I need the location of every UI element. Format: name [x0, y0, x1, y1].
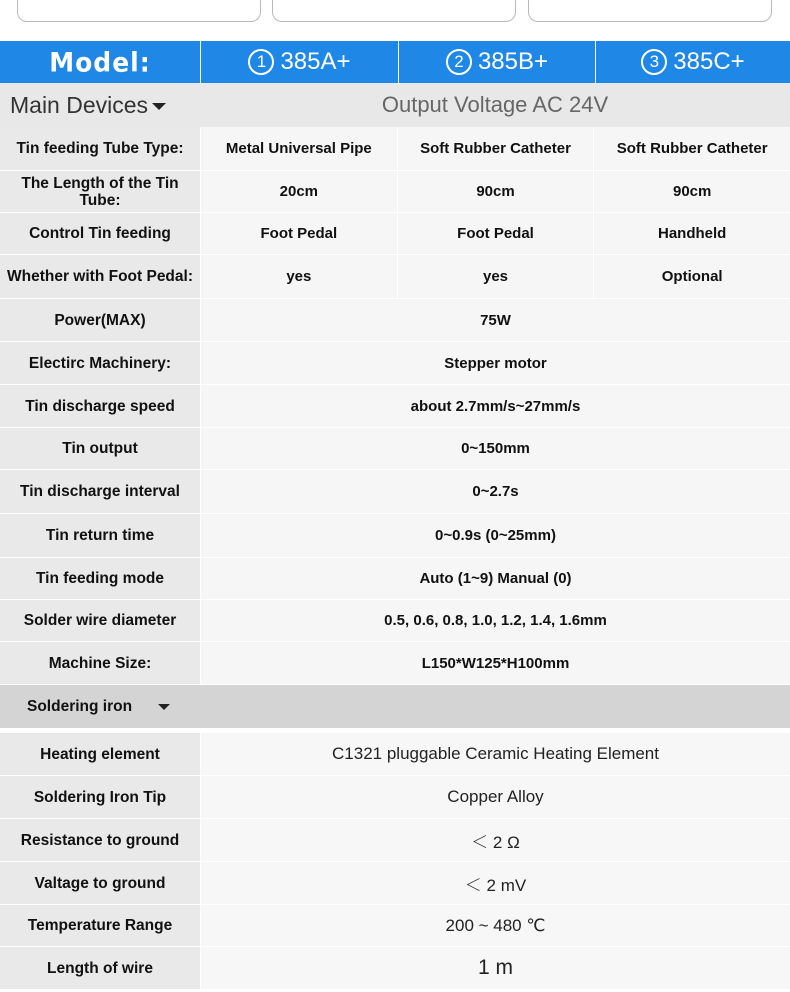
- spec-value: Soft Rubber Catheter: [593, 127, 790, 170]
- spec-row: [0, 470, 790, 514]
- spec-value: 0~0.9s (0~25mm): [200, 514, 790, 557]
- model-name: 385A+: [280, 48, 351, 75]
- circle-number-icon: 3: [641, 49, 667, 75]
- spec-label: Tin discharge interval: [0, 470, 200, 513]
- spec-label: Machine Size:: [0, 642, 200, 684]
- top-tab-3[interactable]: [528, 0, 772, 22]
- model-name: 385B+: [477, 48, 549, 75]
- spec-value: 200 ~ 480 ℃: [200, 905, 790, 946]
- spec-label: Tin discharge speed: [0, 385, 200, 427]
- spec-row: [0, 127, 790, 171]
- model-label: Model:: [49, 46, 151, 78]
- spec-value: L150*W125*H100mm: [200, 642, 790, 684]
- spec-row: [0, 171, 790, 213]
- spec-label: Electirc Machinery:: [0, 342, 200, 384]
- spec-label: Tin feeding mode: [0, 558, 200, 599]
- spec-value: 0~150mm: [200, 428, 790, 469]
- top-button-row: [0, 0, 790, 30]
- spec-value: 0~2.7s: [200, 470, 790, 513]
- spec-value: 1 m: [200, 947, 790, 989]
- caret-down-icon: [152, 103, 166, 110]
- spec-label: Tin return time: [0, 514, 200, 557]
- spec-label: Solder wire diameter: [0, 600, 200, 641]
- model-header-row: [0, 41, 790, 83]
- spec-value: Soft Rubber Catheter: [397, 127, 594, 170]
- model-label-cell: [0, 41, 200, 83]
- spec-row: [0, 558, 790, 600]
- circle-number-icon: 2: [446, 49, 472, 75]
- spec-value: Optional: [593, 255, 790, 298]
- soldering-iron-title: Soldering iron: [27, 697, 133, 715]
- spec-row: [0, 514, 790, 558]
- spec-row: [0, 299, 790, 342]
- spec-value: yes: [200, 255, 397, 298]
- iron-spec-row: [0, 862, 790, 905]
- circle-number-icon: 1: [248, 49, 274, 75]
- spec-label: The Length of the Tin Tube:: [0, 171, 200, 212]
- iron-spec-row: [0, 776, 790, 819]
- spec-value: Handheld: [593, 213, 790, 254]
- main-devices-toggle[interactable]: [0, 92, 200, 119]
- model-385c-cell: [595, 41, 790, 83]
- spec-label: Heating element: [0, 733, 200, 775]
- iron-spec-row: [0, 947, 790, 990]
- caret-down-icon: [158, 704, 170, 710]
- iron-spec-row: [0, 905, 790, 947]
- spec-row: [0, 600, 790, 642]
- spec-value: 20cm: [200, 171, 397, 212]
- output-voltage: Output Voltage AC 24V: [381, 92, 609, 117]
- spec-value: 75W: [200, 299, 790, 341]
- spec-value: 90cm: [397, 171, 594, 212]
- spec-label: Power(MAX): [0, 299, 200, 341]
- spec-value: 0.5, 0.6, 0.8, 1.0, 1.2, 1.4, 1.6mm: [200, 600, 790, 641]
- section-subheader: [0, 83, 790, 127]
- spec-label: Soldering Iron Tip: [0, 776, 200, 818]
- spec-label: Tin feeding Tube Type:: [0, 127, 200, 170]
- spec-value: Auto (1~9) Manual (0): [200, 558, 790, 599]
- top-tab-2[interactable]: [272, 0, 516, 22]
- spec-label: Resistance to ground: [0, 819, 200, 861]
- spec-label: Tin output: [0, 428, 200, 469]
- spec-row: [0, 255, 790, 299]
- spec-value: ＜ 2 mV: [200, 862, 790, 904]
- model-385a-cell: [200, 41, 398, 83]
- spec-label: Control Tin feeding: [0, 213, 200, 254]
- spec-row: [0, 642, 790, 685]
- spec-label: Length of wire: [0, 947, 200, 989]
- top-tab-1[interactable]: [17, 0, 261, 22]
- spec-value: Copper Alloy: [200, 776, 790, 818]
- spec-label: Temperature Range: [0, 905, 200, 946]
- spec-value: 90cm: [593, 171, 790, 212]
- model-385b-cell: [398, 41, 595, 83]
- spec-value: Metal Universal Pipe: [200, 127, 397, 170]
- spec-value: ＜ 2 Ω: [200, 819, 790, 861]
- spec-row: [0, 385, 790, 428]
- spec-row: [0, 213, 790, 255]
- spec-value: about 2.7mm/s~27mm/s: [200, 385, 790, 427]
- main-devices-label: Main Devices: [10, 91, 149, 118]
- soldering-iron-toggle[interactable]: [0, 685, 790, 728]
- spec-value: Foot Pedal: [200, 213, 397, 254]
- model-name: 385C+: [673, 48, 745, 75]
- spec-label: Valtage to ground: [0, 862, 200, 904]
- spec-value: C1321 pluggable Ceramic Heating Element: [200, 733, 790, 775]
- spec-label: Whether with Foot Pedal:: [0, 255, 200, 298]
- spec-value: yes: [397, 255, 594, 298]
- spec-value: Foot Pedal: [397, 213, 594, 254]
- spec-value: Stepper motor: [200, 342, 790, 384]
- iron-spec-row: [0, 733, 790, 776]
- spec-row: [0, 428, 790, 470]
- spec-row: [0, 342, 790, 385]
- iron-spec-row: [0, 819, 790, 862]
